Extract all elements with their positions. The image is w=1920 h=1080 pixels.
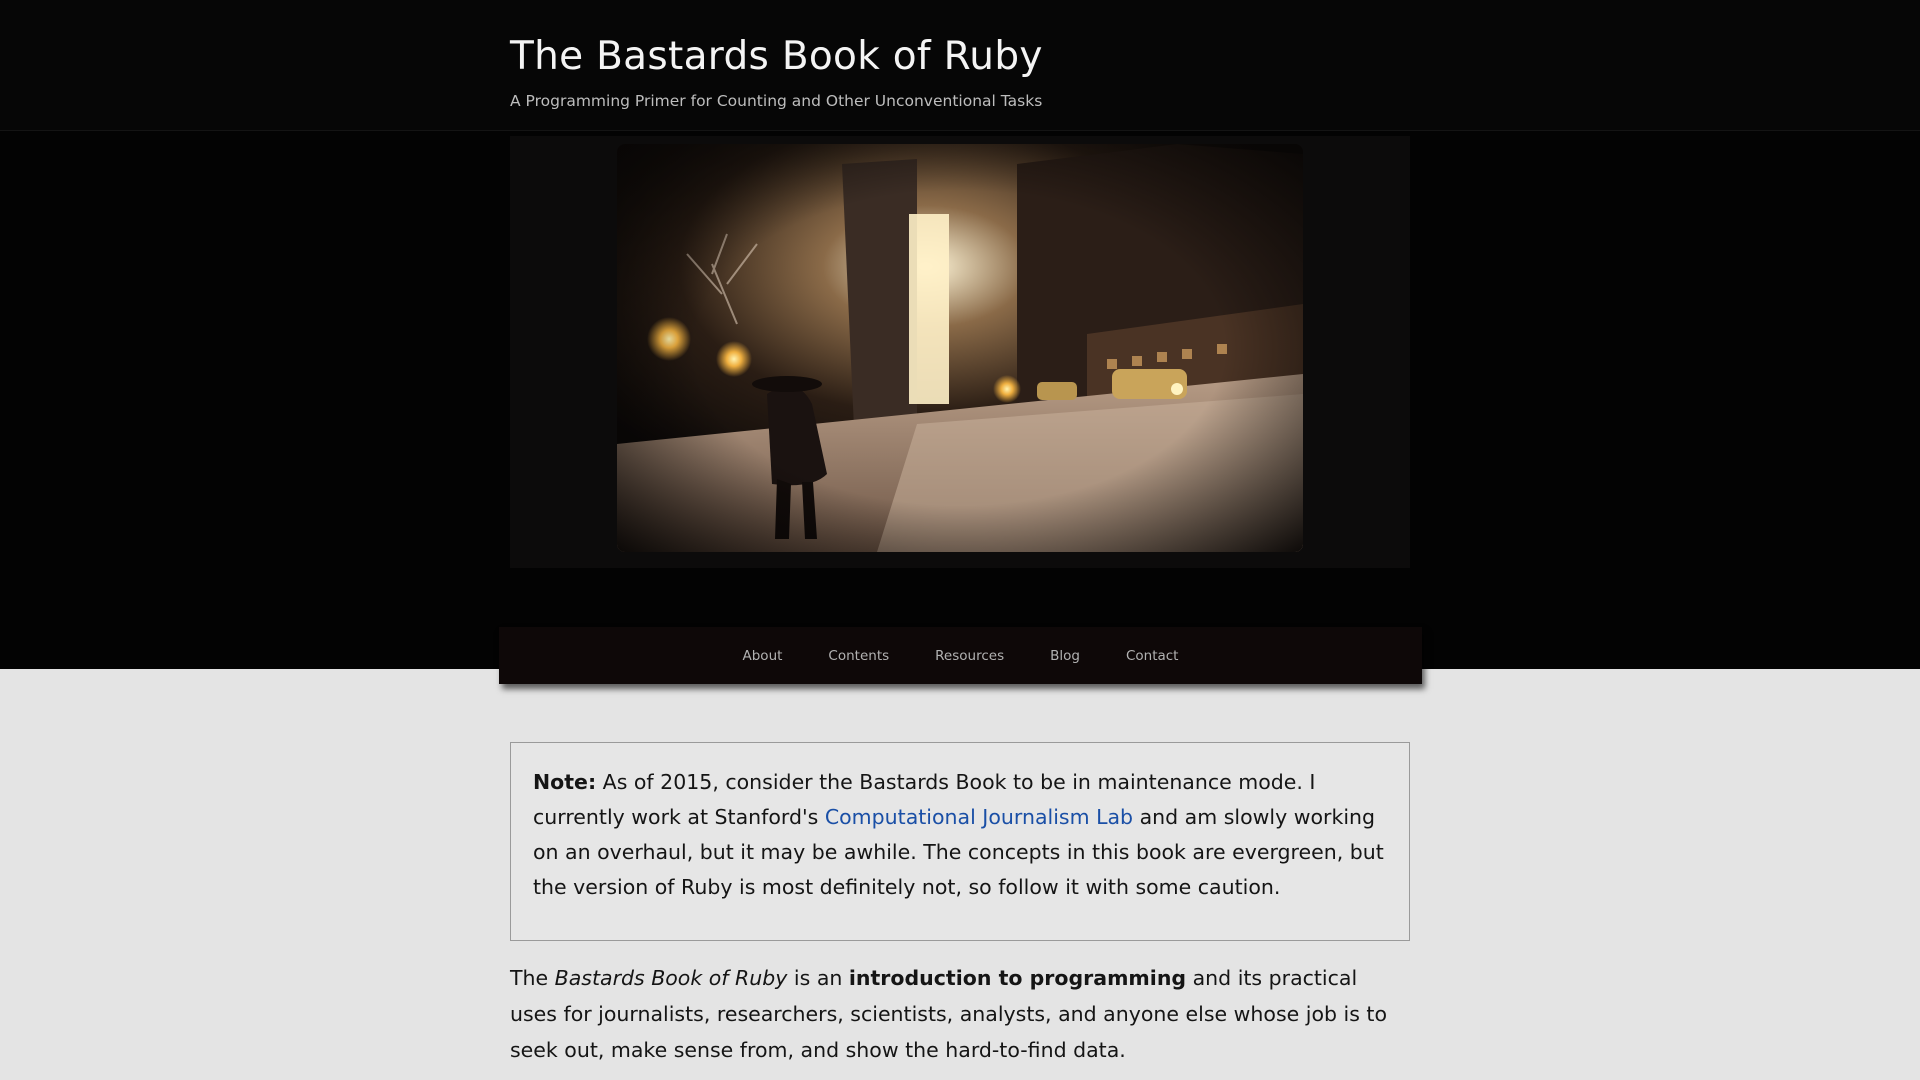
nav-link-resources[interactable]: Resources <box>935 647 1005 664</box>
hero-photo-illustration <box>617 144 1303 552</box>
nav-link-contact[interactable]: Contact <box>1125 647 1179 664</box>
site-header <box>0 0 1920 131</box>
intro-part-2: is an <box>787 966 849 990</box>
hero-photo-snowy-street <box>617 144 1303 552</box>
note-label: Note: <box>533 770 597 794</box>
note-text-after-link: and am slowly working on an overhaul, but it may be awhile. The concepts in this book are evergreen, but the version of Ruby is most definitely not, so follow it with some caution. <box>533 805 1384 899</box>
note-text-before-link: As of 2015, consider the Bastards Book to be in maintenance mode. I currently work at Stanford's <box>533 770 1316 829</box>
intro-paragraph <box>510 960 1410 1068</box>
hero-banner <box>510 136 1410 568</box>
intro-emphasis: introduction to programming <box>848 966 1187 990</box>
computational-journalism-lab-link[interactable]: Computational Journalism Lab <box>824 805 1134 829</box>
main-navigation <box>499 627 1422 684</box>
maintenance-note <box>510 742 1410 941</box>
intro-part-3: and its practical uses for journalists, researchers, scientists, analysts, and anyone else whose job is to seek out, make sense from, and show the hard-to-find data. <box>510 966 1387 1062</box>
site-title[interactable]: The Bastards Book of Ruby <box>510 34 1043 79</box>
site-tagline: A Programming Primer for Counting and Other Unconventional Tasks <box>510 92 1043 110</box>
intro-part-1: The <box>510 966 555 990</box>
nav-link-contents[interactable]: Contents <box>828 647 890 664</box>
intro-book-title: Bastards Book of Ruby <box>554 966 788 990</box>
nav-link-about[interactable]: About <box>742 647 783 664</box>
nav-link-blog[interactable]: Blog <box>1050 647 1080 664</box>
